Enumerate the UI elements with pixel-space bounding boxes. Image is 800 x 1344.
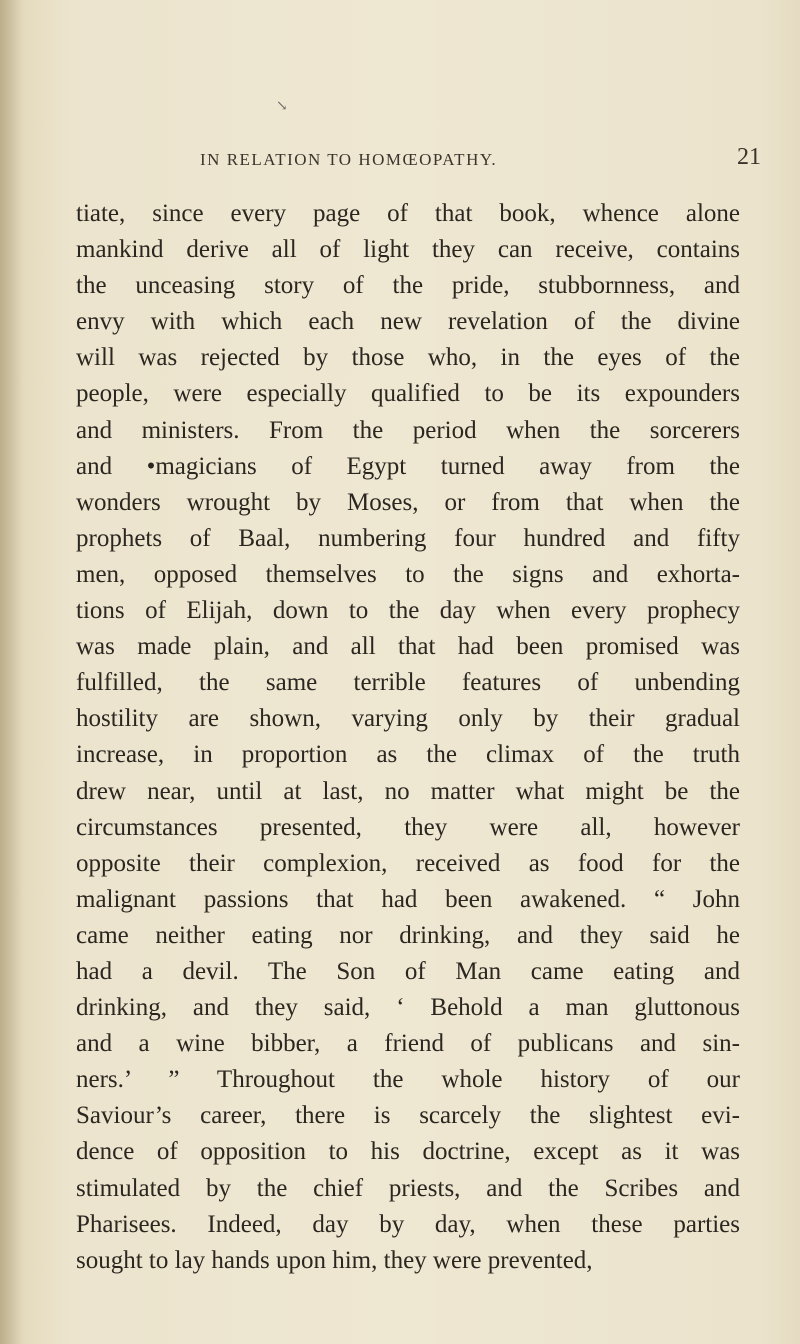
text-line: Pharisees. Indeed, day by day, when these parties [76, 1210, 740, 1238]
text-line: ners.’ ” Throughout the whole history of our [76, 1066, 740, 1094]
page-gutter-shadow [0, 0, 22, 1344]
text-line: people, were especially qualified to be its expounders [76, 380, 740, 408]
text-line: and a wine bibber, a friend of publicans and sin- [76, 1030, 740, 1058]
text-line: wonders wrought by Moses, or from that when the [76, 488, 740, 516]
text-line: will was rejected by those who, in the eyes of the [76, 344, 740, 372]
text-line: envy with which each new revelation of the divine [76, 308, 740, 336]
text-line: came neither eating nor drinking, and they said he [76, 921, 740, 949]
body-text [76, 196, 740, 1279]
text-line: hostility are shown, varying only by their gradual [76, 705, 740, 733]
text-line: drew near, until at last, no matter what might be the [76, 777, 740, 805]
running-head: IN RELATION TO HOMŒOPATHY. [200, 150, 498, 169]
text-line: and ministers. From the period when the sorcerers [76, 416, 740, 444]
text-line: opposite their complexion, received as food for the [76, 849, 740, 877]
text-line: circumstances presented, they were all, however [76, 813, 740, 841]
text-line: prophets of Baal, numbering four hundred and fifty [76, 524, 740, 552]
text-line: malignant passions that had been awakened. “ John [76, 885, 740, 913]
text-line: dence of opposition to his doctrine, except as it was [76, 1138, 740, 1166]
text-line: increase, in proportion as the climax of the truth [76, 741, 740, 769]
text-line: men, opposed themselves to the signs and exhorta- [76, 560, 740, 588]
page-number: 21 [737, 144, 761, 170]
text-line: had a devil. The Son of Man came eating and [76, 957, 740, 985]
text-line: the unceasing story of the pride, stubbornness, and [76, 272, 740, 300]
text-line: and •magicians of Egypt turned away from the [76, 452, 740, 480]
printer-mark: ↘ [276, 99, 288, 114]
text-line: stimulated by the chief priests, and the Scribes and [76, 1174, 740, 1202]
text-line: tions of Elijah, down to the day when every prophecy [76, 597, 740, 625]
text-line: mankind derive all of light they can receive, contains [76, 236, 740, 264]
text-line: Saviour’s career, there is scarcely the slightest evi- [76, 1102, 740, 1130]
text-line: tiate, since every page of that book, whence alone [76, 200, 740, 227]
text-line: was made plain, and all that had been promised was [76, 633, 740, 661]
text-line: fulfilled, the same terrible features of unbending [76, 669, 740, 697]
text-line: sought to lay hands upon him, they were prevented, [76, 1246, 593, 1274]
text-line: drinking, and they said, ‘ Behold a man gluttonous [76, 994, 740, 1022]
